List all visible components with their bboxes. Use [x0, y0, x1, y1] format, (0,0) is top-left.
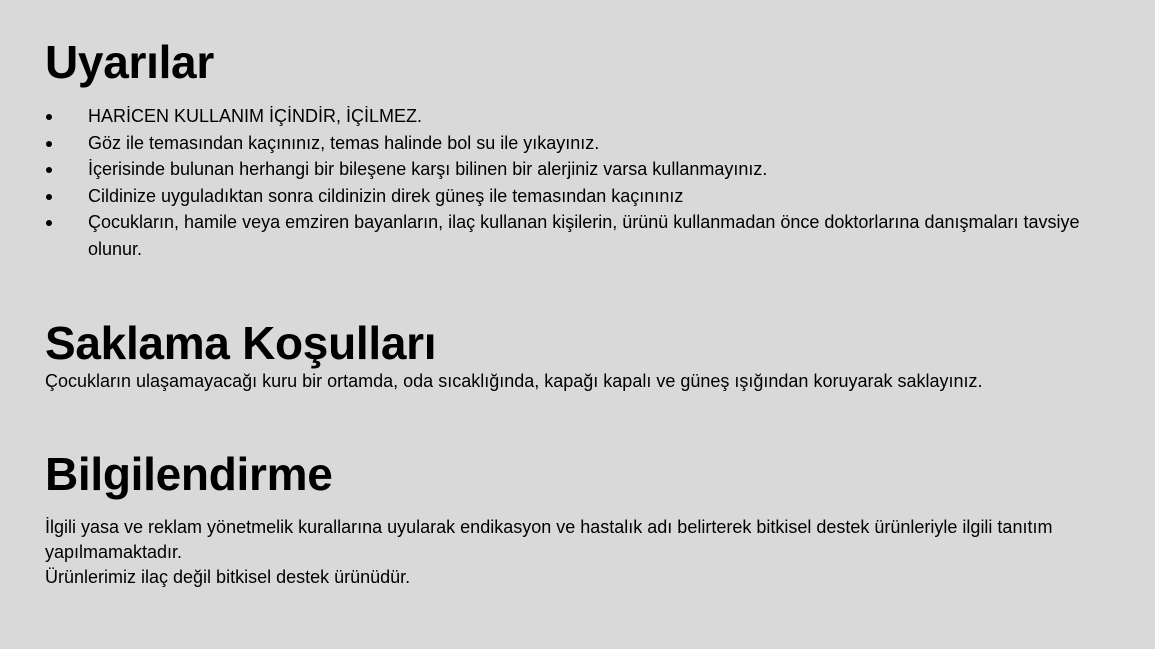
list-item [45, 156, 1115, 183]
bullet-icon [46, 194, 52, 200]
info-section [45, 447, 1115, 590]
bullet-icon [46, 141, 52, 147]
bullet-icon [46, 114, 52, 120]
list-item-text: HARİCEN KULLANIM İÇİNDİR, İÇİLMEZ. [88, 106, 423, 126]
bullet-icon [46, 167, 52, 173]
list-item-text: Göz ile temasından kaçınınız, temas halinde bol su ile yıkayınız. [88, 132, 600, 153]
warnings-section [45, 35, 1115, 262]
warnings-title: Uyarılar [45, 36, 214, 88]
list-item-text: Çocukların, hamile veya emziren bayanların, ilaç kullanan kişilerin, ürünü kullanmadan önce doktorlarına danışmaları tavsiye olunur. [88, 212, 1080, 259]
info-line-2: Ürünlerimiz ilaç değil bitkisel destek ürünüdür. [45, 567, 411, 587]
list-item [45, 103, 1115, 130]
warnings-list [45, 103, 1115, 262]
info-line-1: İlgili yasa ve reklam yönetmelik kurallarına uyularak endikasyon ve hastalık adı belirterek bitkisel destek ürünleriyle ilgili tanıtım yapılmamaktadır. [45, 517, 1053, 562]
list-item [45, 209, 1115, 262]
info-title: Bilgilendirme [45, 448, 333, 500]
info-text [45, 515, 1115, 590]
list-item [45, 183, 1115, 210]
storage-section [45, 316, 1115, 394]
storage-text: Çocukların ulaşamayacağı kuru bir ortamda, oda sıcaklığında, kapağı kapalı ve güneş ışığından koruyarak saklayınız. [45, 371, 983, 391]
list-item-text: İçerisinde bulunan herhangi bir bileşene karşı bilinen bir alerjiniz varsa kullanmayınız. [88, 159, 768, 179]
storage-title: Saklama Koşulları [45, 317, 437, 369]
list-item-text: Cildinize uyguladıktan sonra cildinizin direk güneş ile temasından kaçınınız [88, 185, 684, 206]
list-item [45, 130, 1115, 157]
bullet-icon [46, 220, 52, 226]
